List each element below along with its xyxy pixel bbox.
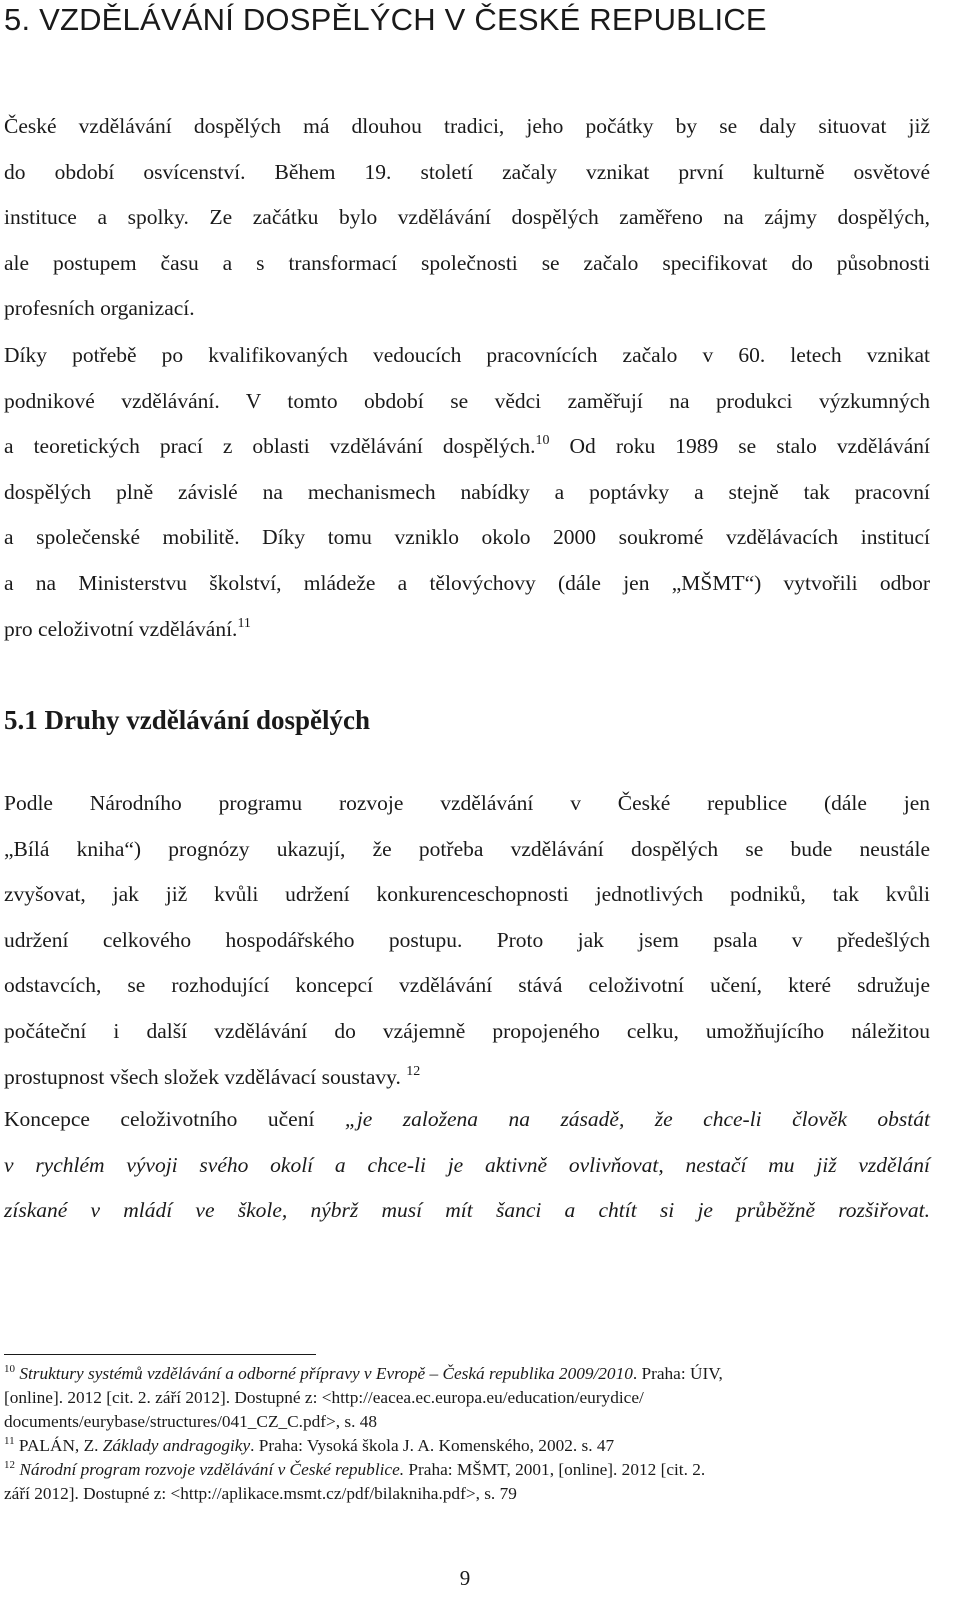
footnote-line[interactable]: documents/eurybase/structures/041_CZ_C.pdf>, s. 48 bbox=[4, 1412, 378, 1431]
text-line: pro celoživotní vzdělávání.$^{11}$ bbox=[4, 615, 251, 641]
text-line: Díky potřebě po kvalifikovaných vedoucích pracovnících začalo v 60. letech vznikat bbox=[4, 343, 930, 367]
footnote-separator bbox=[4, 1354, 316, 1355]
chapter-heading: 5. VZDĚLÁVÁNÍ DOSPĚLÝCH V ČESKÉ REPUBLICE bbox=[4, 2, 767, 37]
quotation-line: v rychlém vývoji svého okolí a chce-li je aktivně ovlivňovat, nestačí mu již vzdělání bbox=[4, 1152, 930, 1177]
text-line: podnikové vzdělávání. V tomto období se vědci zaměřují na produkci výzkumných bbox=[4, 388, 930, 413]
footnote-line[interactable]: [online]. 2012 [cit. 2. září 2012]. Dostupné z: <http://eacea.ec.europa.eu/education/eurydice/ bbox=[4, 1388, 644, 1407]
footnote-12: $^{12}$ Národní program rozvoje vzdělávání v České republice. Praha: MŠMT, 2001, [online]. 2012 [cit. 2. bbox=[4, 1459, 706, 1479]
text-line: udržení celkového hospodářského postupu. Proto jak jsem psala v předešlých bbox=[4, 927, 930, 952]
footnote-ref-10[interactable]: 10 bbox=[535, 433, 550, 449]
footnote-10: $^{10}$ Struktury systémů vzdělávání a odborné přípravy v Evropě – Česká republika 2009/2010. Praha: ÚIV, bbox=[4, 1363, 723, 1383]
paragraph-history bbox=[4, 104, 930, 332]
text-line: odstavcích, se rozhodující koncepcí vzdělávání stává celoživotní učení, které sdružuje bbox=[4, 973, 930, 998]
text-line: zvyšovat, jak již kvůli udržení konkurenceschopnosti jednotlivých podniků, tak kvůli bbox=[4, 882, 930, 907]
text-line: České vzdělávání dospělých má dlouhou tradici, jeho počátky by se daly situovat již bbox=[4, 114, 930, 138]
text-line: Koncepce celoživotního učení „je založena na zásadě, že chce-li člověk obstát bbox=[4, 1107, 930, 1131]
text-line: a společenské mobilitě. Díky tomu vzniklo okolo 2000 soukromé vzdělávacích institucí bbox=[4, 525, 930, 550]
paragraph-lifelong-learning bbox=[4, 1097, 930, 1234]
text-line: a teoretických prací z oblasti vzdělávání dospělých.$^{10}$ Od roku 1989 se stalo vzdělávání bbox=[4, 433, 930, 459]
text-line: ale postupem času a s transformací společnosti se začalo specifikovat do působnosti bbox=[4, 250, 930, 275]
footnote-11: $^{11}$ PALÁN, Z. Základy andragogiky. Praha: Vysoká škola J. A. Komenského, 2002. s. 47 bbox=[4, 1435, 615, 1455]
text-line: profesních organizací. bbox=[4, 296, 195, 321]
text-line: prostupnost všech složek vzdělávací soustavy. $^{12}$ bbox=[4, 1063, 421, 1089]
text-line: a na Ministerstvu školství, mládeže a tělovýchovy (dále jen „MŠMT“) vytvořili odbor bbox=[4, 570, 930, 595]
text-line: do období osvícenství. Během 19. století začaly vznikat první kulturně osvětové bbox=[4, 159, 930, 184]
page-number: 9 bbox=[459, 1566, 471, 1590]
quotation: „je založena na zásadě, že chce-li člověk obstát bbox=[344, 1107, 930, 1131]
text-line: instituce a spolky. Ze začátku bylo vzdělávání dospělých zaměřeno na zájmy dospělých, bbox=[4, 205, 930, 230]
footnotes bbox=[4, 1362, 930, 1506]
section-heading: 5.1 Druhy vzdělávání dospělých bbox=[4, 705, 371, 735]
footnote-ref-12[interactable]: 12 bbox=[406, 1063, 421, 1079]
quotation-line: získané v mládí ve škole, nýbrž musí mít šanci a chtít si je průběžně rozšiřovat. bbox=[4, 1198, 930, 1223]
footnote-ref-11[interactable]: 11 bbox=[237, 615, 251, 631]
text-line: dospělých plně závislé na mechanismech nabídky a poptávky a stejně tak pracovní bbox=[4, 479, 930, 504]
footnote-line[interactable]: září 2012]. Dostupné z: <http://aplikace.msmt.cz/pdf/bilakniha.pdf>, s. 79 bbox=[4, 1484, 517, 1503]
paragraph-white-book bbox=[4, 781, 930, 1100]
text-line: Podle Národního programu rozvoje vzdělávání v České republice (dále jen bbox=[4, 791, 930, 815]
paragraph-development bbox=[4, 333, 930, 652]
text-line: „Bílá kniha“) prognózy ukazují, že potřeba vzdělávání dospělých se bude neustále bbox=[4, 836, 930, 861]
text-line: počáteční i další vzdělávání do vzájemně propojeného celku, umožňujícího náležitou bbox=[4, 1018, 930, 1043]
